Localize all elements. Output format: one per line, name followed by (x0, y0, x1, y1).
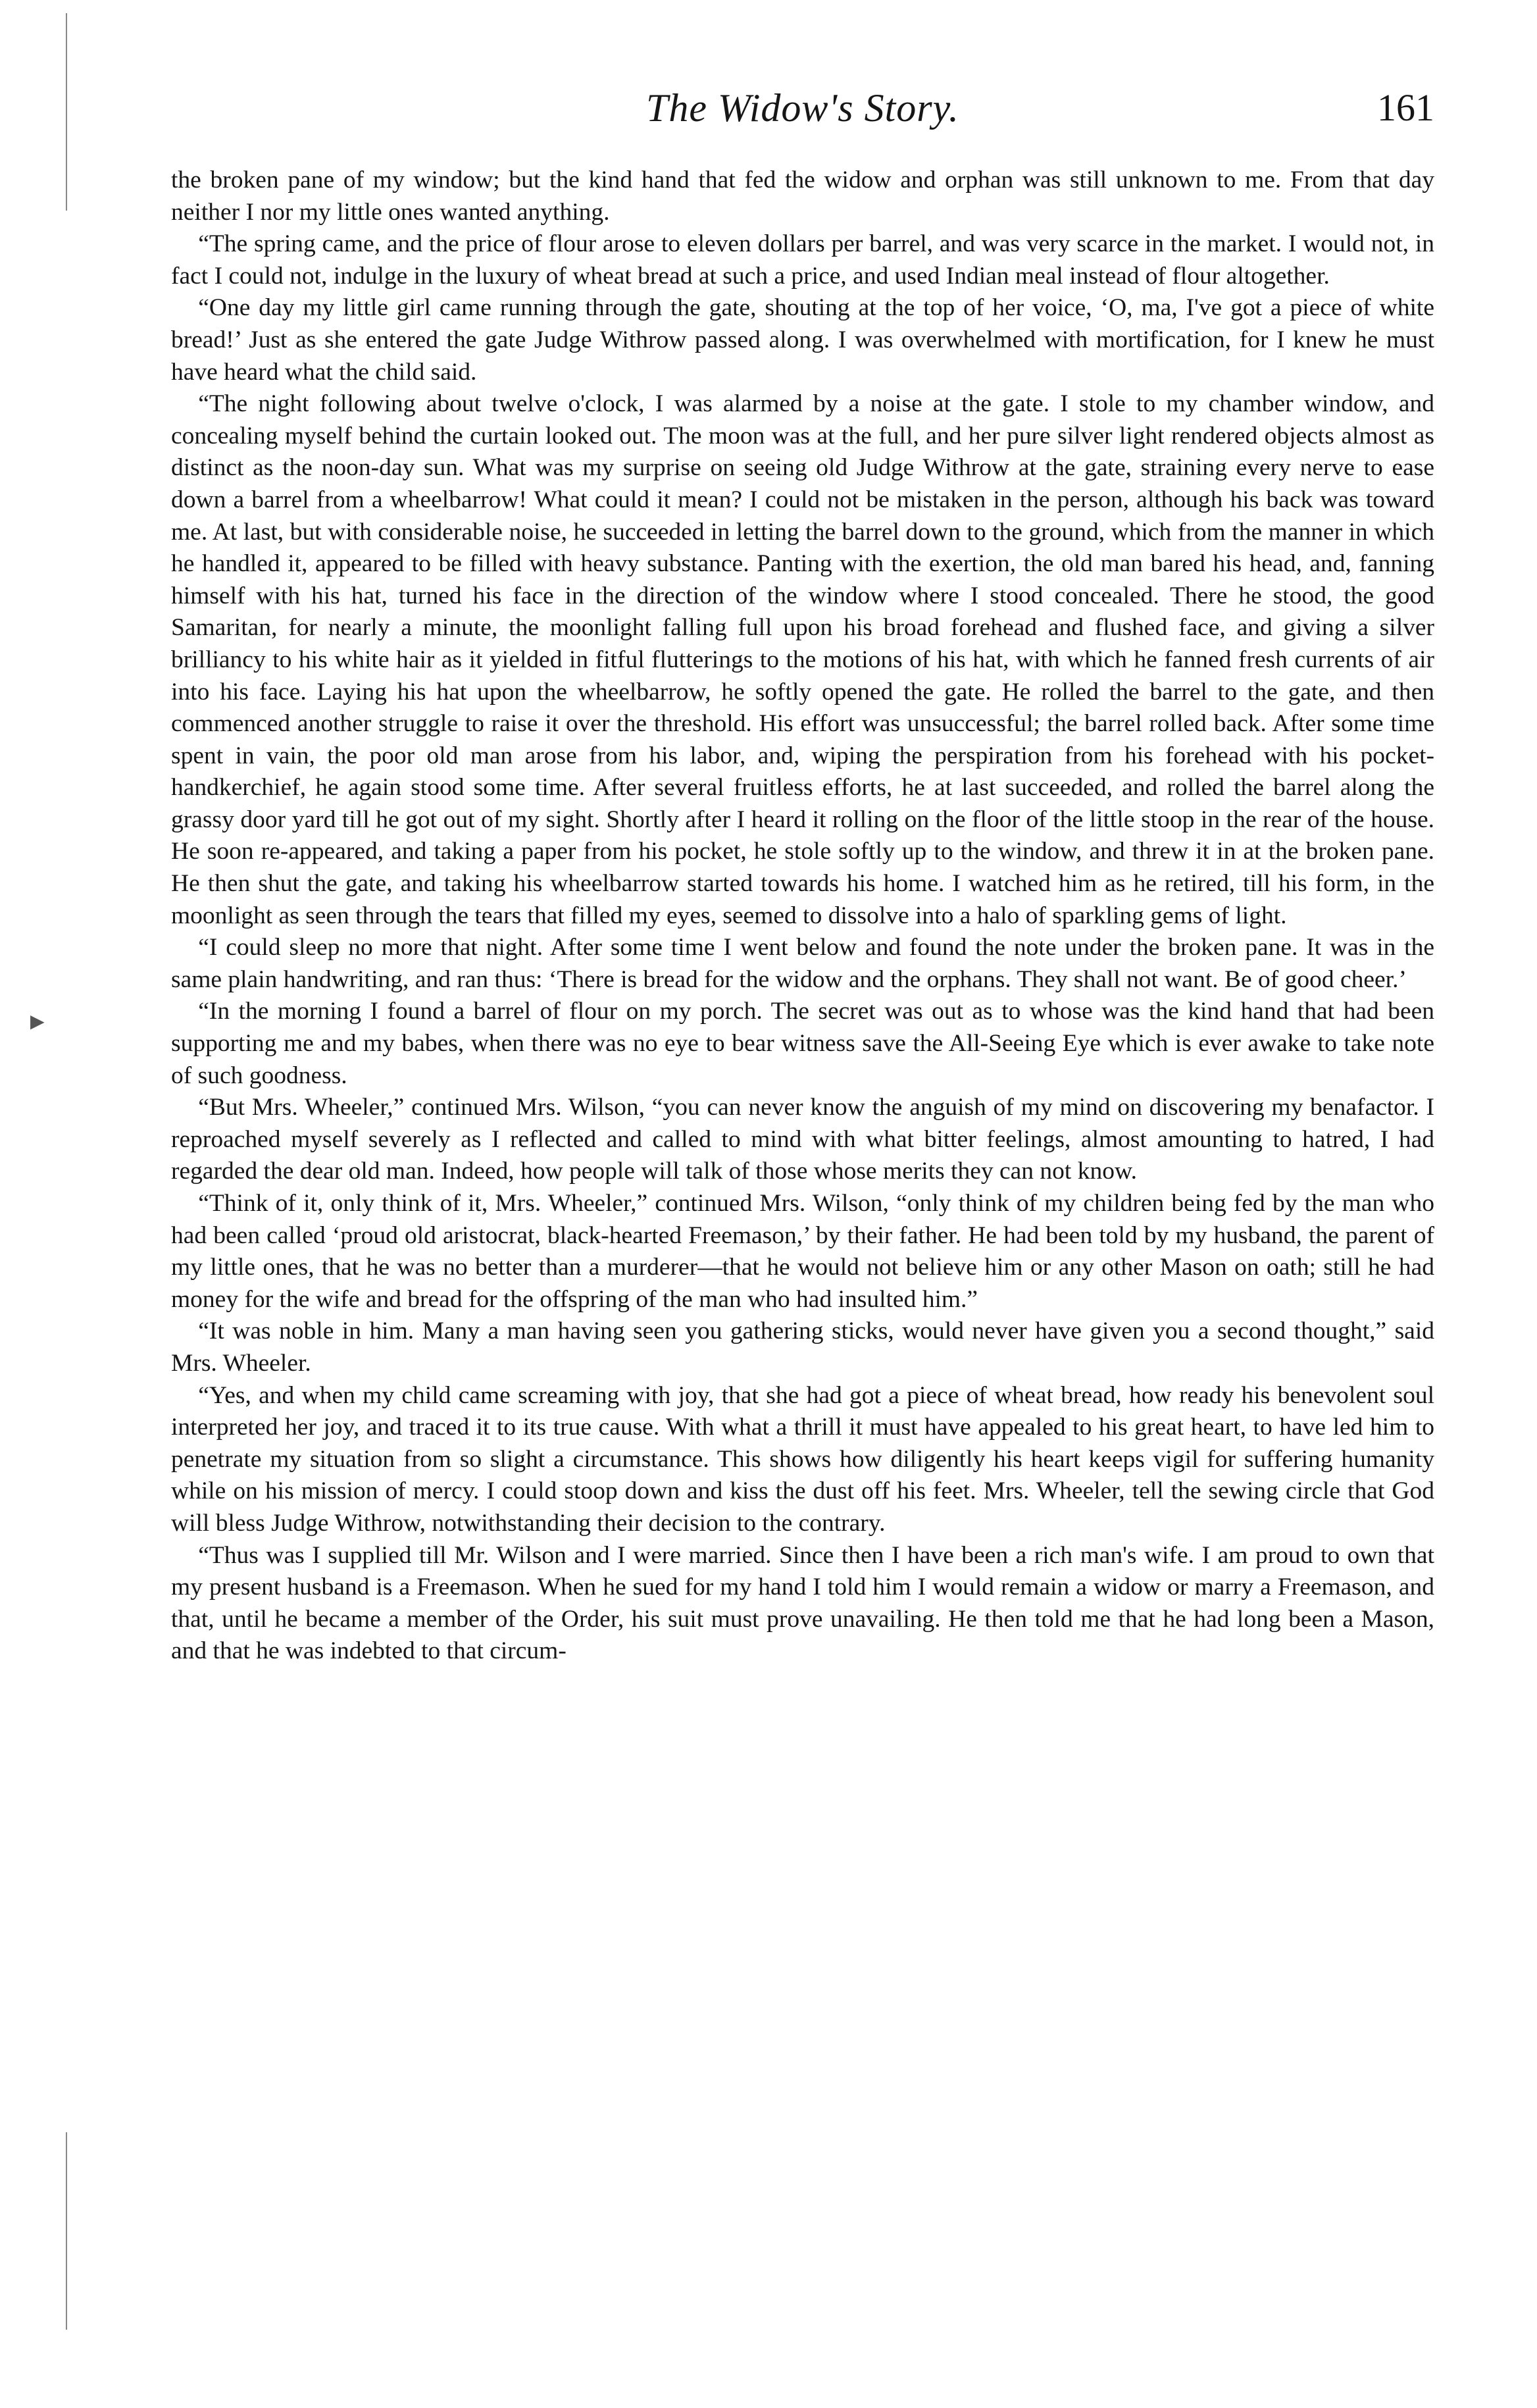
body-text (171, 165, 1434, 1668)
paragraph: “One day my little girl came running through the gate, shouting at the top of her voice, ‘O, ma, I've got a piece of white bread!’ Just as she entered the gate Judge Withrow passed along. I was overwhelmed with mortification, for I knew he must have heard what the child said. (171, 294, 1434, 386)
page-number: 161 (1377, 86, 1434, 129)
binding-edge-rule (66, 13, 67, 211)
paragraph: “I could sleep no more that night. After some time I went below and found the note under the broken pane. It was in the same plain handwriting, and ran thus: ‘There is bread for the widow and the orphans. They shall not want. Be of good cheer.’ (171, 934, 1434, 993)
paragraph: “Yes, and when my child came screaming with joy, that she had got a piece of wheat bread, how ready his benevolent soul interpreted her joy, and traced it to its true cause. With what a thrill it must have appealed to his great heart, to have led him to penetrate my situation from so slight a circumstance. This shows how diligently his heart keeps vigil for suffering humanity while on his mission of mercy. I could stoop down and kiss the dust off his feet. Mrs. Wheeler, tell the sewing circle that God will bless Judge Withrow, notwithstanding their decision to the contrary. (171, 1381, 1434, 1537)
paragraph: “But Mrs. Wheeler,” continued Mrs. Wilson, “you can never know the anguish of my mind on discovering my benafactor. I reproached myself severely as I reflected and called to mind with what bitter feelings, almost amounting to hatred, I had regarded the dear old man. Indeed, how people will talk of those whose merits they can not know. (171, 1094, 1434, 1185)
binding-edge-rule (66, 2132, 67, 2330)
paragraph: “The night following about twelve o'clock, I was alarmed by a noise at the gate. I stole to my chamber window, and concealing myself behind the curtain looked out. The moon was at the full, and her pure silver light rendered objects almost as distinct as the noon-day sun. What was my surprise on seeing old Judge Withrow at the gate, straining every nerve to ease down a barrel from a wheelbarrow! What could it mean? I could not be mistaken in the person, although his back was toward me. At last, but with considerable noise, he succeeded in letting the barrel down to the ground, which from the manner in which he handled it, appeared to be filled with heavy substance. Panting with the exertion, the old man bared his head, and, fanning himself with his hat, turned his face in the direction of the window where I stood concealed. There he stood, the good Samaritan, for nearly a minute, the moonlight falling full upon his broad forehead and flushed face, and giving a silver brilliancy to his white hair as it yielded in fitful flutterings to the motions of his hat, with which he fanned fresh currents of air into his face. Laying his hat upon the wheelbarrow, he softly opened the gate. He rolled the barrel to the gate, and then commenced another struggle to raise it over the threshold. His effort was unsuccessful; the barrel rolled back. After some time spent in vain, the poor old man arose from his labor, and, wiping the perspiration from his forehead with his pocket-handkerchief, he again stood some time. After several fruitless efforts, he at last succeeded, and rolled the barrel along the grassy door yard till he got out of my sight. Shortly after I heard it rolling on the floor of the little stoop in the rear of the house. He soon re-appeared, and taking a paper from his pocket, he stole softly up to the window, and threw it in at the broken pane. He then shut the gate, and taking his wheelbarrow started towards his home. I watched him as he retired, till his form, in the moonlight as seen through the tears that filled my eyes, seemed to dissolve into a halo of sparkling gems of light. (171, 390, 1434, 929)
book-page (171, 79, 1434, 1668)
paragraph: the broken pane of my window; but the kind hand that fed the widow and orphan was still unknown to me. From that day neither I nor my little ones wanted anything. (171, 167, 1434, 226)
running-title: The Widow's Story. (646, 86, 959, 130)
margin-arrow-icon: ▶ (30, 1012, 45, 1032)
paragraph: “Think of it, only think of it, Mrs. Wheeler,” continued Mrs. Wilson, “only think of my children being fed by the man who had been called ‘proud old aristocrat, black-hearted Freemason,’ by their father. He had been told by my husband, the parent of my little ones, that he was no better than a murderer—that he would not believe him or any other Mason on oath; still he had money for the wife and bread for the offspring of the man who had insulted him.” (171, 1190, 1434, 1313)
page-header (171, 79, 1434, 151)
paragraph: “It was noble in him. Many a man having seen you gathering sticks, would never have given you a second thought,” said Mrs. Wheeler. (171, 1318, 1434, 1377)
paragraph: “The spring came, and the price of flour arose to eleven dollars per barrel, and was very scarce in the market. I would not, in fact I could not, indulge in the luxury of wheat bread at such a price, and used Indian meal instead of flour altogether. (171, 230, 1434, 290)
paragraph: “Thus was I supplied till Mr. Wilson and I were married. Since then I have been a rich man's wife. I am proud to own that my present husband is a Freemason. When he sued for my hand I told him I would remain a widow or marry a Freemason, and that, until he became a member of the Order, his suit must prove unavailing. He then told me that he had long been a Mason, and that he was indebted to that circum- (171, 1541, 1434, 1665)
paragraph: “In the morning I found a barrel of flour on my porch. The secret was out as to whose was the kind hand that had been supporting me and my babes, when there was no eye to bear witness save the All-Seeing Eye which is ever awake to take note of such goodness. (171, 998, 1434, 1089)
